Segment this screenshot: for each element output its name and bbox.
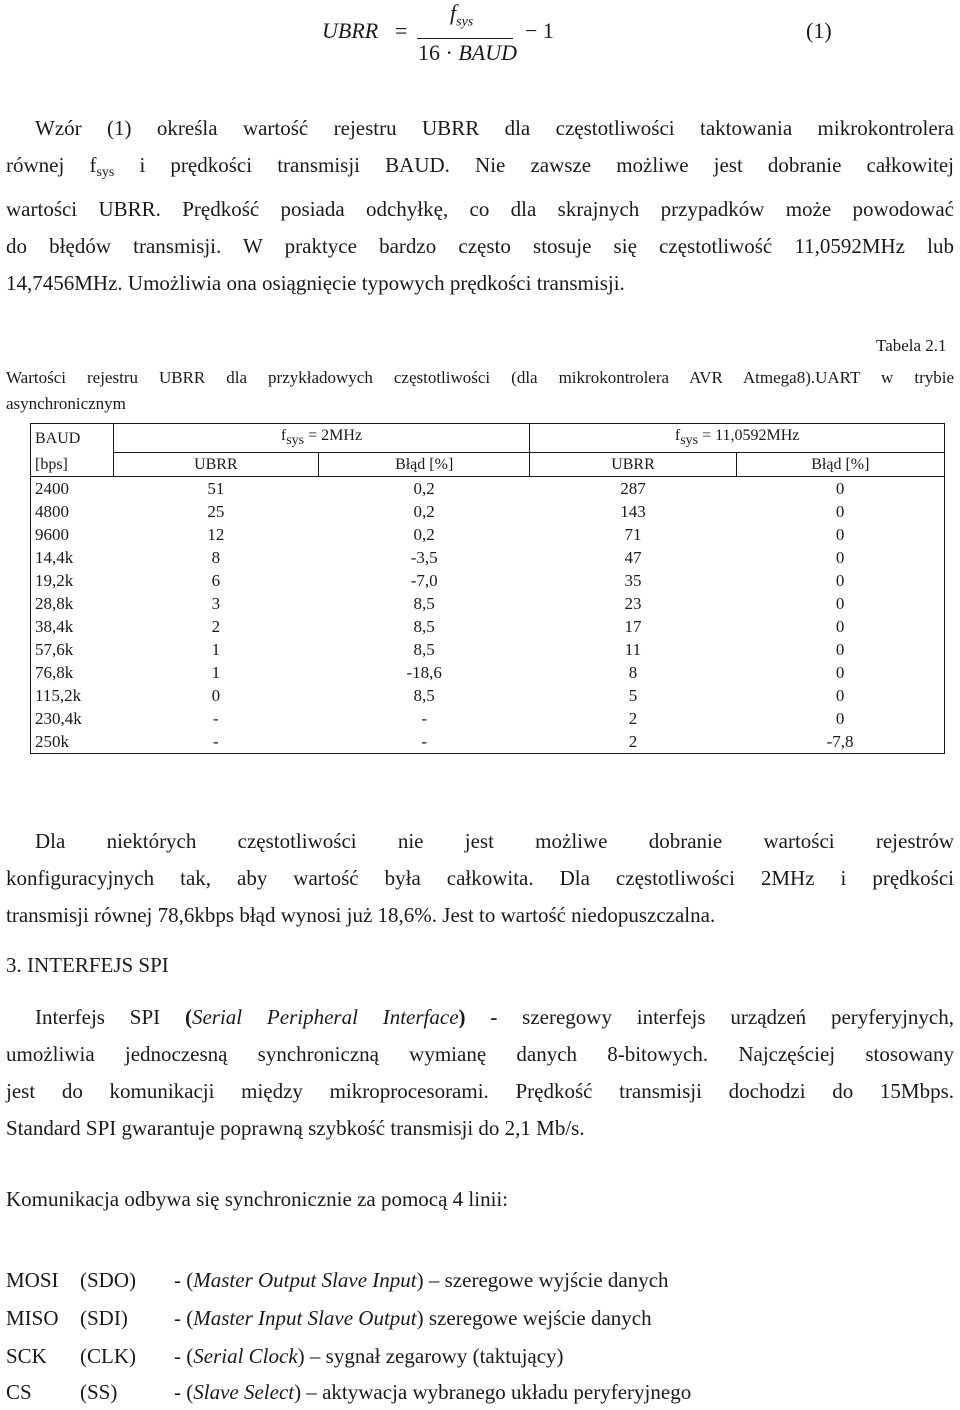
text-line: wartości UBRR. Prędkość posiada odchyłkę, co dla skrajnych przypadków może powodować — [6, 197, 954, 221]
table-cell: 0 — [736, 684, 944, 707]
text-line: Interfejs SPI (Serial Peripheral Interface) - szeregowy interfejs urządzeń peryferyjnych, — [35, 1005, 954, 1029]
table-cell: 2400 — [31, 477, 114, 501]
text-line: do błędów transmisji. W praktyce bardzo często stosuje się częstotliwość 11,0592MHz lub — [6, 234, 954, 258]
signal-description: - (Master Output Slave Input) – szeregowe wyjście danych — [174, 1268, 669, 1292]
table-cell: 8,5 — [413, 617, 435, 636]
signal-item — [6, 1338, 956, 1374]
table-cell: 0,2 — [413, 479, 435, 498]
section-heading: 3. INTERFEJS SPI — [6, 953, 169, 977]
table-row — [31, 500, 945, 523]
paragraph-ubrr-description — [6, 110, 954, 302]
table-cell: 250k — [31, 730, 114, 754]
table-cell: 9600 — [31, 523, 114, 546]
formula-minus-one: − 1 — [525, 18, 554, 43]
table-cell: 0 — [736, 477, 944, 501]
table-cell: -18,6 — [406, 663, 442, 682]
text-line: 14,7456MHz. Umożliwia ona osiągnięcie typowych prędkości transmisji. — [6, 271, 625, 295]
table-row — [31, 615, 945, 638]
table-cell: 2 — [628, 709, 638, 728]
table-cell: 5 — [628, 686, 638, 705]
table-cell: 4800 — [31, 500, 114, 523]
table-cell: -7,0 — [410, 571, 438, 590]
table-cell: 287 — [620, 479, 646, 498]
table-cell: 0 — [736, 546, 944, 569]
table-row — [31, 638, 945, 661]
table-row — [31, 477, 945, 501]
table-title: Wartości rejestru UBRR dla przykładowych częstotliwości (dla mikrokontrolera AVR Atmega8).UART w trybie asynchronicznym — [6, 368, 954, 413]
signal-name: SCK — [6, 1344, 47, 1368]
signal-description: - (Master Input Slave Output) szeregowe wejście danych — [174, 1306, 652, 1330]
table-cell: 6 — [211, 571, 221, 590]
text-line: Dla niektórych częstotliwości nie jest możliwe dobranie wartości rejestrów — [35, 829, 954, 853]
paragraph-spi-description — [6, 999, 954, 1147]
table-row — [31, 523, 945, 546]
table-cell: 8,5 — [413, 640, 435, 659]
paragraph-error-note — [6, 823, 954, 934]
table-cell: 28,8k — [31, 592, 114, 615]
table-cell: 0 — [736, 707, 944, 730]
text-line: transmisji równej 78,6kbps błąd wynosi już 18,6%. Jest to wartość niedopuszczalna. — [6, 903, 716, 927]
signal-alias: (SDI) — [80, 1306, 128, 1330]
table-cell: 0,2 — [413, 502, 435, 521]
signal-description: - (Serial Clock) – sygnał zegarowy (taktujący) — [174, 1344, 564, 1368]
text-line: konfiguracyjnych tak, aby wartość była całkowita. Dla częstotliwości 2MHz i prędkości — [6, 866, 954, 890]
paragraph-lines-intro: Komunikacja odbywa się synchronicznie za pomocą 4 linii: — [6, 1187, 509, 1211]
formula-denominator: 16 · BAUD — [418, 40, 517, 65]
signal-name: MOSI — [6, 1268, 59, 1292]
table-caption: Tabela 2.1 — [876, 336, 947, 355]
formula-numerator: $f_{sys}$ — [450, 0, 474, 30]
equation-number: (1) — [806, 18, 832, 43]
table-cell: 0 — [736, 569, 944, 592]
text-line: jest do komunikacji między mikroprocesorami. Prędkość transmisji dochodzi do 15Mbps. — [6, 1079, 954, 1103]
signal-name: MISO — [6, 1306, 59, 1330]
table-cell: 12 — [207, 525, 225, 544]
table-cell: 8 — [628, 663, 638, 682]
signal-item — [6, 1300, 956, 1336]
text-line: równej $f_{sys}$ i prędkości transmisji BAUD. Nie zawsze możliwe jest dobranie całkowitej — [6, 153, 954, 180]
table-row — [31, 661, 945, 684]
table-cell: 2 — [530, 730, 736, 754]
header-ubrr-2: UBRR — [530, 453, 736, 477]
signal-alias: (SS) — [80, 1380, 118, 1404]
table-cell: -3,5 — [410, 548, 438, 567]
table-cell: 0 — [211, 686, 221, 705]
table-row — [31, 707, 945, 730]
table-cell: 0 — [736, 523, 944, 546]
text-line: umożliwia jednoczesną synchroniczną wymianę danych 8-bitowych. Najczęściej stosowany — [6, 1042, 954, 1066]
table-cell: 0 — [736, 500, 944, 523]
header-ubrr-1: UBRR — [113, 453, 318, 477]
table-cell: - — [421, 709, 427, 728]
table-cell: 8 — [211, 548, 221, 567]
text-line: Standard SPI gwarantuje poprawną szybkość transmisji do 2,1 Mb/s. — [6, 1116, 585, 1140]
signal-item — [6, 1374, 956, 1410]
header-baud: BAUD — [31, 424, 114, 453]
table-cell: 8,5 — [413, 594, 435, 613]
formula-lhs: UBRR — [322, 18, 379, 43]
table-cell: 14,4k — [31, 546, 114, 569]
table-cell: 25 — [207, 502, 225, 521]
table-cell: 0,2 — [413, 525, 435, 544]
header-group-11mhz: $f_{sys} = 11,0592MHz$ — [530, 424, 945, 453]
header-bps: [bps] — [31, 453, 114, 477]
table-cell: 11 — [624, 640, 642, 659]
formula-equals: = — [395, 18, 408, 43]
table-cell: - — [213, 709, 219, 728]
table-cell: 47 — [624, 548, 642, 567]
table-cell: 0 — [736, 661, 944, 684]
header-group-2mhz: $f_{sys} = 2MHz$ — [113, 424, 530, 453]
table-cell: 8,5 — [413, 686, 435, 705]
table-cell: 19,2k — [31, 569, 114, 592]
table-cell: - — [319, 730, 530, 754]
table-row — [31, 592, 945, 615]
table-cell: 71 — [624, 525, 642, 544]
table-cell: 3 — [211, 594, 221, 613]
signal-alias: (CLK) — [80, 1344, 136, 1368]
table-cell: 0 — [736, 638, 944, 661]
header-error-2: Błąd [%] — [736, 453, 944, 477]
table-cell: 0 — [736, 592, 944, 615]
table-cell: - — [113, 730, 318, 754]
table-cell: 76,8k — [31, 661, 114, 684]
table-cell: 143 — [620, 502, 646, 521]
table-cell: 23 — [624, 594, 642, 613]
table-cell: 115,2k — [31, 684, 114, 707]
table-cell: 230,4k — [31, 707, 114, 730]
signal-alias: (SDO) — [80, 1268, 136, 1292]
table-row — [31, 684, 945, 707]
table-cell: 57,6k — [31, 638, 114, 661]
table-cell: 17 — [624, 617, 642, 636]
table-cell: 35 — [624, 571, 642, 590]
header-error-1: Błąd [%] — [319, 453, 530, 477]
table-row — [31, 569, 945, 592]
fraction-bar — [417, 38, 513, 39]
signal-description: - (Slave Select) – aktywacja wybranego układu peryferyjnego — [174, 1380, 692, 1404]
table-cell: 2 — [211, 617, 221, 636]
signal-name: CS — [6, 1380, 32, 1404]
table-cell: 51 — [207, 479, 225, 498]
ubrr-formula — [320, 0, 840, 72]
table-cell: 0 — [736, 615, 944, 638]
table-row — [31, 546, 945, 569]
table-cell: 38,4k — [31, 615, 114, 638]
table-cell: 1 — [211, 640, 221, 659]
table-cell: 1 — [211, 663, 221, 682]
table-row — [31, 730, 945, 754]
text-line: Wzór (1) określa wartość rejestru UBRR dla częstotliwości taktowania mikrokontrolera — [35, 116, 954, 140]
ubrr-table — [30, 423, 945, 754]
table-cell: -7,8 — [736, 730, 944, 754]
signal-item — [6, 1262, 956, 1298]
